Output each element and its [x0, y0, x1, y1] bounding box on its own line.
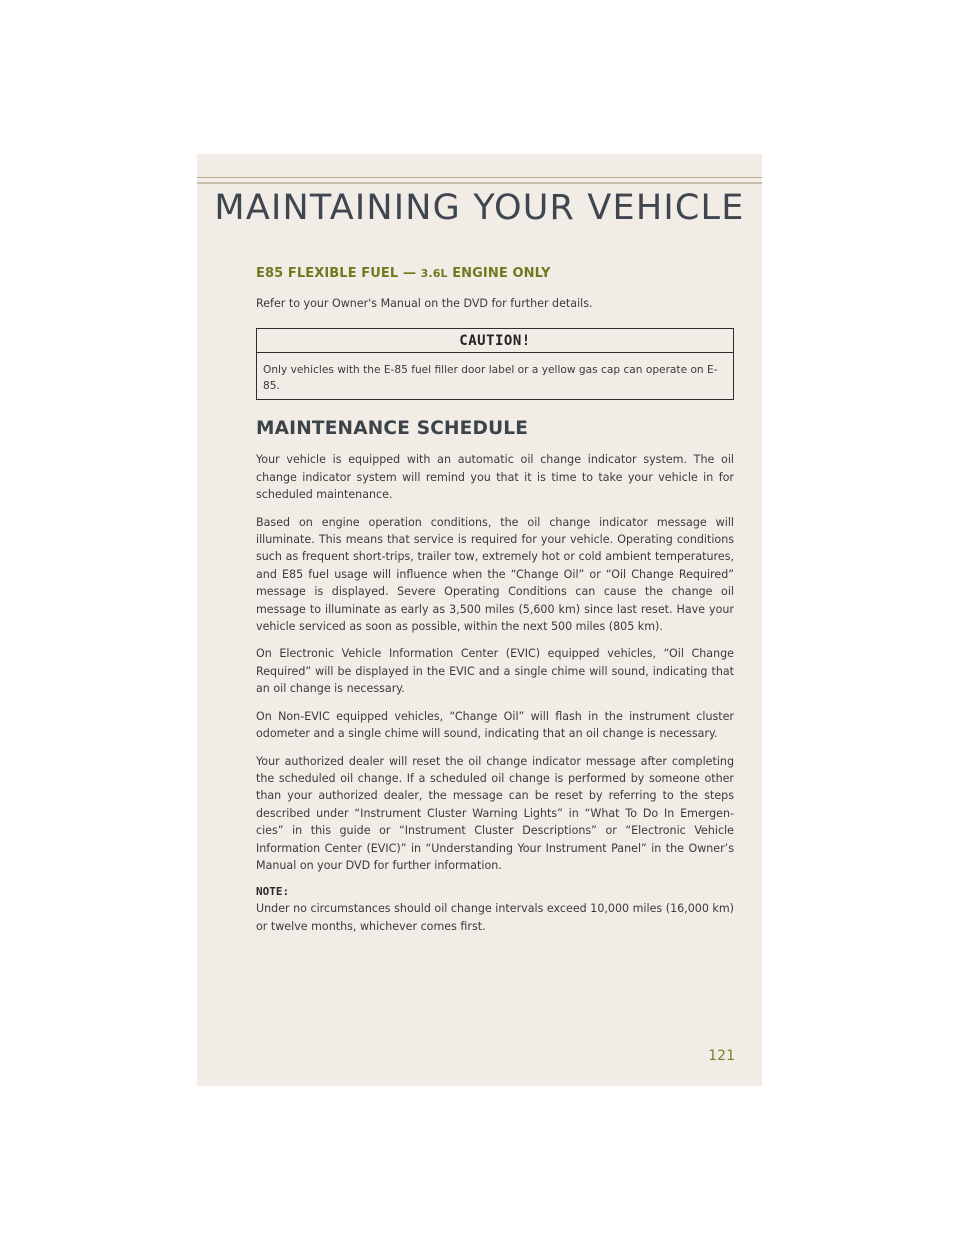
page-content: [256, 266, 734, 945]
section-title: MAINTAINING YOUR VEHICLE: [214, 188, 745, 228]
header-rule: [197, 177, 762, 178]
maintenance-paragraph: Your authorized dealer will reset the oil change indicator message after completing the scheduled oil change. If a scheduled oil change is performed by someone other than your authorized dealer, the message can be reset by referring to the steps described under “Instrument Cluster Warning Lights” in “What To Do In Emergen-cies” in this guide or “Instrument Cluster Descriptions” or “Electronic Vehicle Information Center (EVIC)” in “Understanding Your Instrument Panel” in the Owner’s Manual on your DVD for further information.: [256, 754, 734, 872]
e85-heading-main: E85 FLEXIBLE FUEL: [256, 266, 399, 281]
e85-heading: [256, 266, 734, 281]
e85-heading-engine: 3.6L: [420, 267, 448, 280]
manual-page: [197, 154, 762, 1086]
caution-title: CAUTION!: [257, 329, 733, 353]
maintenance-heading: MAINTENANCE SCHEDULE: [256, 418, 529, 440]
e85-intro: Refer to your Owner's Manual on the DVD for further details.: [256, 297, 593, 310]
maintenance-paragraph: On Electronic Vehicle Information Center (EVIC) equipped vehicles, “Oil Change Required” will be displayed in the EVIC and a single chime will sound, indicating that an oil change is necessary.: [256, 647, 734, 696]
caution-box: [256, 328, 734, 400]
maintenance-paragraph: Based on engine operation conditions, the oil change indicator message will illuminate. This means that service is required for your vehicle. Operating conditions such as frequent short-trips, trailer tow, extremely hot or cold ambient temperatures, and E85 fuel usage will influence when the “Change Oil” or “Oil Change Required” message is displayed. Severe Operating Conditions can cause the change oil message to illuminate as early as 3,500 miles (5,600 km) since last reset. Have your vehicle serviced as soon as possible, within the next 500 miles (805 km).: [256, 515, 734, 634]
e85-heading-rest: ENGINE ONLY: [447, 266, 551, 281]
maintenance-paragraph: On Non-EVIC equipped vehicles, “Change Oil” will flash in the instrument cluster odometer and a single chime will sound, indicating that an oil change is necessary.: [256, 709, 734, 741]
page-number: 121: [708, 1048, 735, 1064]
note-label: NOTE:: [256, 885, 290, 899]
maintenance-paragraph: Your vehicle is equipped with an automatic oil change indicator system. The oil change indicator system will remind you that it is time to take your vehicle in for scheduled maintenance.: [256, 453, 734, 502]
caution-body: Only vehicles with the E-85 fuel filler door label or a yellow gas cap can operate on E-85.: [263, 364, 718, 393]
e85-heading-dash: —: [398, 266, 421, 281]
header-rule-thick: [197, 182, 762, 184]
note-body: Under no circumstances should oil change intervals exceed 10,000 miles (16,000 km) or twelve months, whichever comes first.: [256, 902, 734, 933]
